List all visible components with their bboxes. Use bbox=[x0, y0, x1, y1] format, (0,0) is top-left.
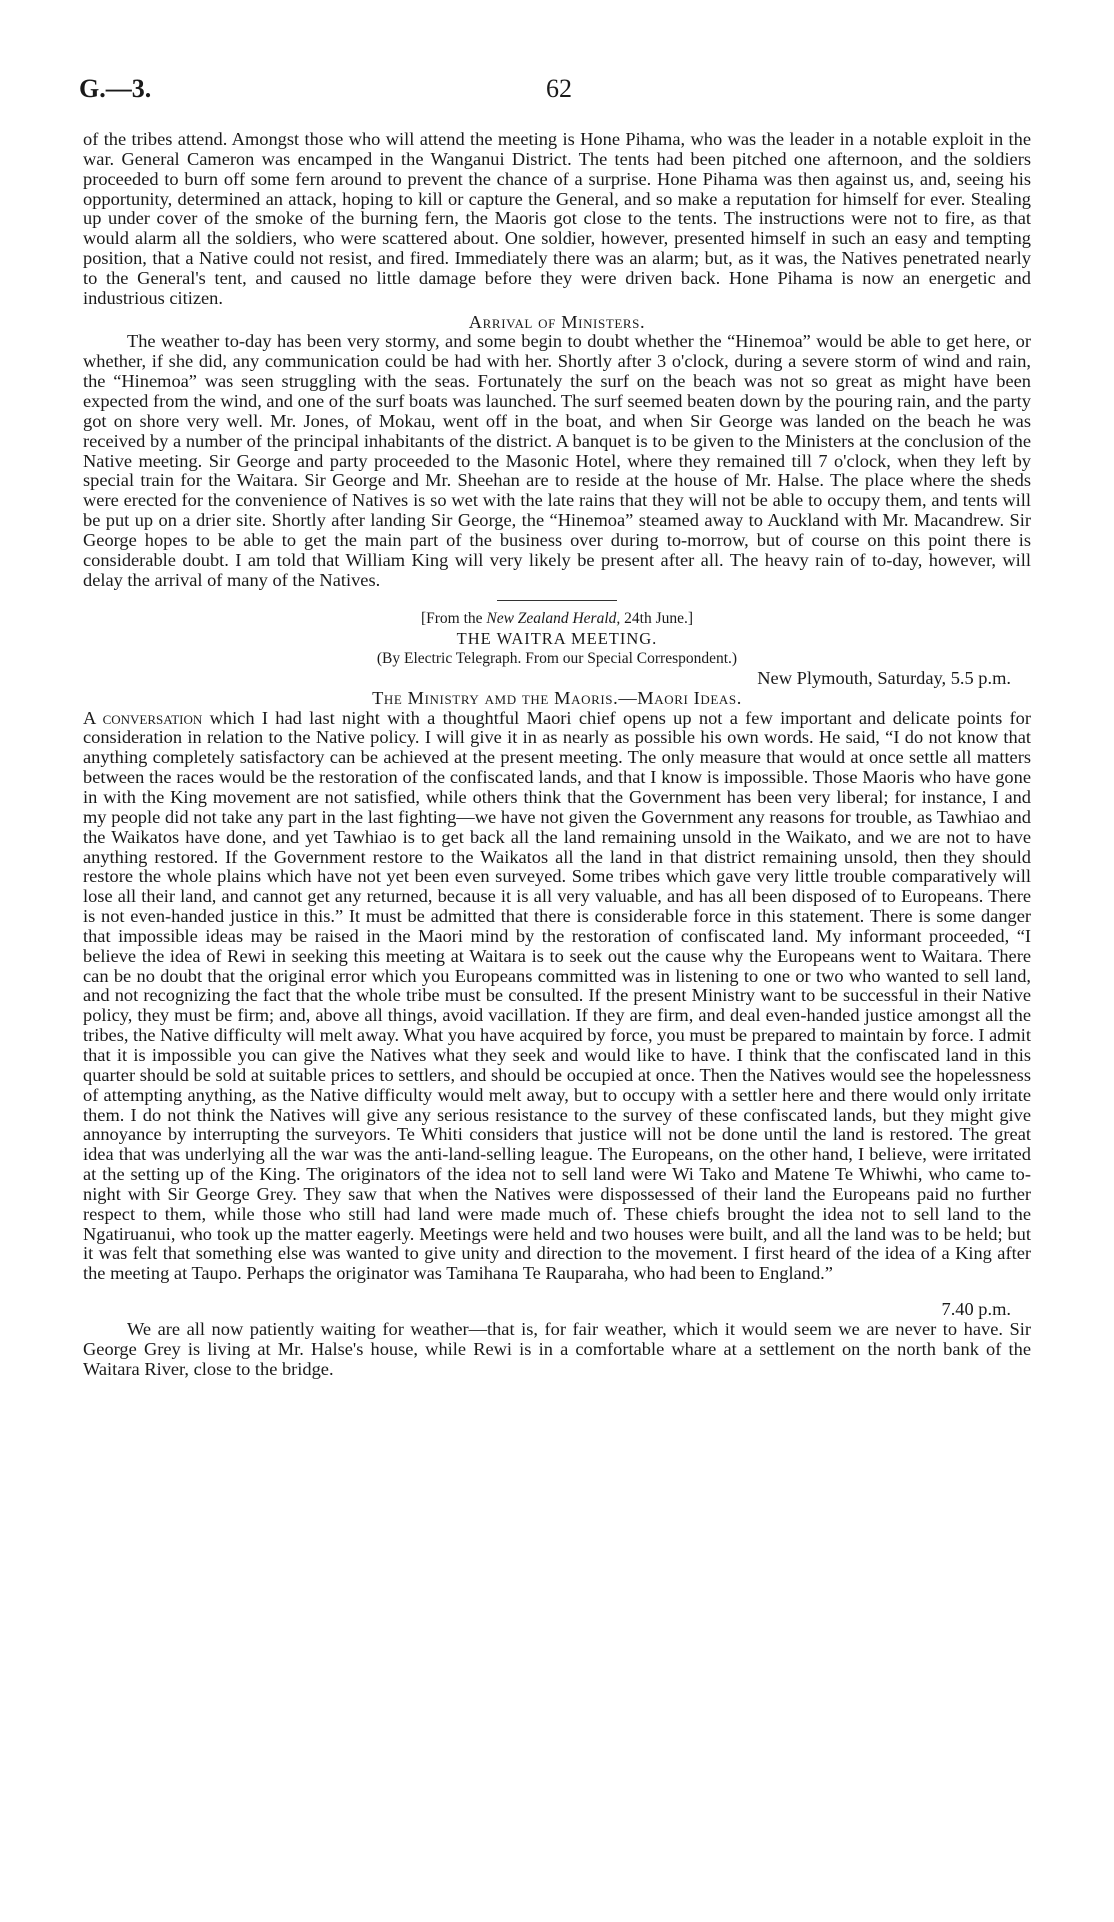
divider-rule bbox=[497, 600, 617, 601]
source-suffix: 24th June.] bbox=[620, 610, 694, 628]
conversation-text: which I had last night with a thoughtful Maori chief opens up not a few important and delicate points for consideration in relation to the Native policy. I will give it in as nearly as possible his own words. He said, “I do not know that anything completely satisfactory can be achieved at the present meeting. The only measure that would at once settle all matters between the races would be the restoration of the confiscated lands, and that I know is impossible. Those Maoris who have gone in with the King movement are not satisfied, while others think that the Government has been very liberal; for instance, I and my people did not take any part in the last fighting—we have not given the Government any reasons for trouble, as Tawhiao and the Waikatos have done, and yet Tawhiao is to get back all the land remaining unsold in the Waikato, and we are not to have anything restored. If the Government restore to the Waikatos all the land in that district remaining unsold, then they should restore the whole plains which have not yet been even surveyed. Some tribes which gave very little trouble comparatively will lose all their land, and cannot get any returned, because it is all very valuable, and has all been disposed of to Europeans. There is not even-handed justice in this.” It must be admitted that there is considerable force in this statement. There is some danger that impossible ideas may be raised in the Maori mind by the restoration of confiscated land. My informant proceeded, “I believe the idea of Rewi in seeking this meeting at Waitara is to seek out the cause why the Europeans went to Waitara. There can be no doubt that the original error which you Europeans committed was in listening to one or two who wanted to sell land, and not recognizing the fact that the whole tribe must be consulted. If the present Ministry want to be successful in their Native policy, they must be firm; and, above all things, avoid vacillation. If they are firm, and deal even-handed justice amongst all the tribes, the Native difficulty will melt away. What you have acquired by force, you must be prepared to maintain by force. I admit that it is impossible you can give the Natives what they seek and would like to have. I think that the confiscated land in this quarter should be sold at suitable prices to settlers, and should be occupied at once. Then the Natives would see the hopelessness of attempting anything, as the Native difficulty would melt away, but to occupy with a settler here and there would only irritate them. I do not think the Natives will give any serious resistance to the survey of these confiscated lands, but they might give annoyance by interrupting the surveyors. Te Whiti considers that justice will not be done until the land is restored. The great idea that was underlying all the war was the anti-land-selling league. The Europeans, on the other hand, I believe, were irritated at the setting up of the King. The originators of the idea not to sell land were Wi Tako and Matene Te Whiwhi, who came to-night with Sir George Grey. They saw that when the Natives were dispossessed of their land the Europeans paid no further respect to them, while those who still had land were made much of. These chiefs brought the idea not to sell land to the Ngatiruanui, who took up the matter eagerly. Meetings were held and two houses were built, and all the land was to be held; but it was felt that something else was wanted to give unity and direction to the movement. I first heard of the idea of a King after the meeting at Taupo. Perhaps the originator was Tamihana Te Rauparaha, who had been to England.” bbox=[83, 707, 1032, 1284]
paragraph-conversation bbox=[83, 709, 1031, 1284]
page-number: 62 bbox=[546, 74, 572, 103]
page-header bbox=[0, 74, 1114, 106]
section-heading-arrival: Arrival of Ministers. bbox=[468, 311, 646, 332]
source-paper: New Zealand Herald, bbox=[486, 610, 621, 628]
document-id: G.—3. bbox=[79, 74, 152, 103]
meeting-title: THE WAITRA MEETING. bbox=[456, 629, 658, 649]
lead-words: A conversation bbox=[83, 707, 203, 728]
source-citation bbox=[83, 609, 1031, 629]
source-prefix: [From the bbox=[420, 610, 487, 628]
section-heading-ministry: The Ministry amd the Maoris.—Maori Ideas. bbox=[372, 687, 742, 708]
time-stamp: 7.40 p.m. bbox=[941, 1299, 1011, 1320]
paragraph-hone-pihama: of the tribes attend. Amongst those who will attend the meeting is Hone Pihama, who was the leader in a notable exploit in the war. General Cameron was encamped in the Wanganui District. The tents had been pitched one afternoon, and the soldiers proceeded to burn off some fern around to prevent the chance of a surprise. Hone Pihama was then against us, and, seeing his opportunity, determined an attack, hoping to kill or capture the General, and so make a reputation for himself for ever. Stealing up under cover of the smoke of the burning fern, the Maoris got close to the tents. The instructions were not to fire, as that would alarm all the soldiers, who were scattered about. One soldier, however, presented himself in such an easy and tempting position, that a Native could not resist, and fired. Immediately there was an alarm; but, as it was, the Natives penetrated nearly to the General's tent, and caused no little damage before they were driven back. Hone Pihama is now an energetic and industrious citizen. bbox=[83, 129, 1031, 308]
paragraph-arrival: The weather to-day has been very stormy, and some begin to doubt whether the “Hinemoa” would be able to get here, or whether, if she did, any communication could be had with her. Shortly after 3 o'clock, during a severe storm of wind and rain, the “Hinemoa” was seen struggling with the seas. Fortunately the surf on the beach was not so great as might have been expected from the wind, and one of the surf boats was launched. The surf seemed beaten down by the pouring rain, and the party got on shore very well. Mr. Jones, of Mokau, went off in the boat, and when Sir George was landed on the beach he was received by a number of the principal inhabitants of the district. A banquet is to be given to the Ministers at the conclusion of the Native meeting. Sir George and party proceeded to the Masonic Hotel, where they remained till 7 o'clock, when they left by special train for the Waitara. Sir George and Mr. Sheehan are to reside at the house of Mr. Halse. The place where the sheds were erected for the convenience of Natives is so wet with the late rains that they will not be able to occupy them, and tents will be put up on a drier site. Shortly after landing Sir George, the “Hinemoa” steamed away to Auckland with Mr. Macandrew. Sir George hopes to be able to get the main part of the business over during to-morrow, but of course on this point there is considerable doubt. I am told that William King will very likely be present after all. The heavy rain of to-day, however, will delay the arrival of many of the Natives. bbox=[83, 331, 1031, 590]
dateline: New Plymouth, Saturday, 5.5 p.m. bbox=[757, 667, 1011, 688]
page-body bbox=[83, 130, 1031, 1379]
byline: (By Electric Telegraph. From our Special Correspondent.) bbox=[376, 650, 738, 668]
paragraph-waiting: We are all now patiently waiting for weather—that is, for fair weather, which it would seem we are never to have. Sir George Grey is living at Mr. Halse's house, while Rewi is in a comfortable whare at a settlement on the north bank of the Waitara River, close to the bridge. bbox=[83, 1318, 1031, 1379]
